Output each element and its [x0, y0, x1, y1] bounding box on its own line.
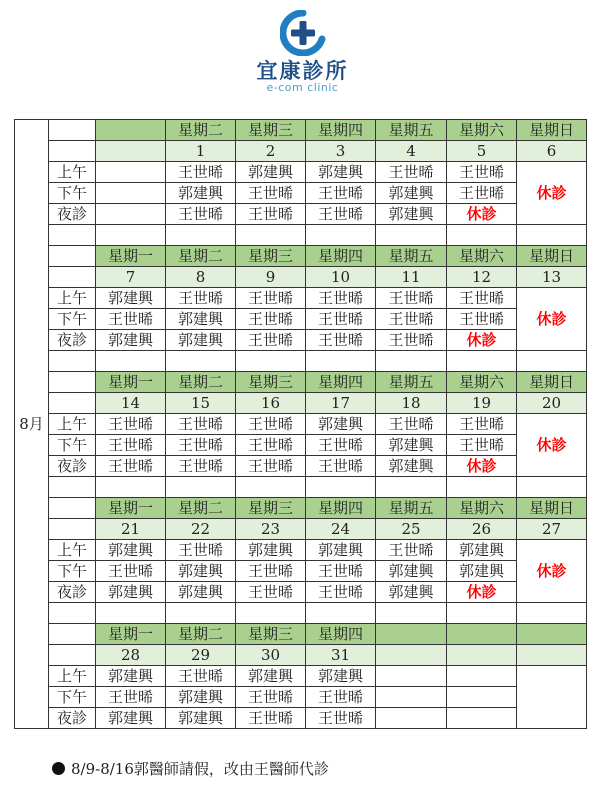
doctor-cell: 王世晞	[96, 414, 166, 435]
doctor-cell: 王世晞	[166, 162, 236, 183]
doctor-cell: 王世晞	[96, 561, 166, 582]
corner-cell	[49, 267, 96, 288]
doctor-cell: 郭建興	[166, 309, 236, 330]
weekday-header: 星期四	[306, 120, 376, 141]
weekday-header: 星期二	[166, 498, 236, 519]
date-cell: 3	[306, 141, 376, 162]
doctor-cell: 郭建興	[166, 330, 236, 351]
week-header-row	[15, 372, 587, 393]
corner-cell	[49, 645, 96, 666]
doctor-cell: 王世晞	[166, 435, 236, 456]
clinic-name-en: e-com clinic	[266, 81, 339, 94]
slot-label: 下午	[49, 435, 96, 456]
week-header-row	[15, 120, 587, 141]
spacer-cell	[166, 477, 236, 498]
date-row	[15, 141, 587, 162]
weekday-header: 星期三	[236, 372, 306, 393]
weekday-header	[447, 624, 517, 645]
doctor-cell: 王世晞	[306, 288, 376, 309]
spacer-cell	[376, 603, 447, 624]
date-row	[15, 519, 587, 540]
doctor-cell: 郭建興	[236, 162, 306, 183]
doctor-cell: 郭建興	[166, 183, 236, 204]
doctor-cell: 郭建興	[96, 288, 166, 309]
doctor-cell: 郭建興	[166, 582, 236, 603]
date-row	[15, 267, 587, 288]
empty-cell	[517, 666, 587, 729]
closed-label: 休診	[447, 456, 517, 477]
slot-label: 上午	[49, 288, 96, 309]
spacer-cell	[376, 477, 447, 498]
slot-label: 下午	[49, 561, 96, 582]
spacer-cell	[447, 603, 517, 624]
doctor-cell	[376, 666, 447, 687]
doctor-cell: 王世晞	[236, 204, 306, 225]
date-cell: 10	[306, 267, 376, 288]
spacer-cell	[49, 477, 96, 498]
slot-row-pm	[15, 561, 587, 582]
weekday-header	[96, 120, 166, 141]
doctor-cell: 王世晞	[236, 687, 306, 708]
date-cell	[376, 645, 447, 666]
weekday-header: 星期六	[447, 246, 517, 267]
doctor-cell: 郭建興	[166, 561, 236, 582]
doctor-cell: 王世晞	[166, 540, 236, 561]
slot-row-am	[15, 540, 587, 561]
doctor-cell: 王世晞	[376, 288, 447, 309]
weekday-header: 星期六	[447, 372, 517, 393]
doctor-cell: 王世晞	[166, 288, 236, 309]
weekday-header	[376, 624, 447, 645]
doctor-cell: 王世晞	[376, 540, 447, 561]
doctor-cell	[96, 204, 166, 225]
spacer-cell	[166, 351, 236, 372]
date-cell: 1	[166, 141, 236, 162]
doctor-cell: 王世晞	[166, 204, 236, 225]
doctor-cell	[96, 162, 166, 183]
doctor-cell: 王世晞	[306, 687, 376, 708]
week-header-row	[15, 624, 587, 645]
doctor-cell: 郭建興	[306, 162, 376, 183]
doctor-cell: 王世晞	[306, 561, 376, 582]
weekday-header: 星期四	[306, 624, 376, 645]
doctor-cell: 郭建興	[236, 666, 306, 687]
date-cell: 26	[447, 519, 517, 540]
slot-label: 夜診	[49, 330, 96, 351]
spacer-cell	[376, 225, 447, 246]
weekday-header: 星期一	[96, 372, 166, 393]
date-cell: 16	[236, 393, 306, 414]
doctor-cell: 郭建興	[376, 582, 447, 603]
doctor-cell: 王世晞	[306, 309, 376, 330]
slot-row-am	[15, 162, 587, 183]
date-cell: 21	[96, 519, 166, 540]
doctor-cell: 王世晞	[376, 414, 447, 435]
weekday-header: 星期三	[236, 624, 306, 645]
date-cell	[447, 645, 517, 666]
weekday-header: 星期五	[376, 498, 447, 519]
clinic-logo-icon	[280, 10, 326, 56]
doctor-cell: 王世晞	[236, 330, 306, 351]
weekday-header: 星期六	[447, 498, 517, 519]
doctor-cell: 王世晞	[306, 330, 376, 351]
slot-row-evening	[15, 330, 587, 351]
doctor-cell: 郭建興	[96, 666, 166, 687]
spacer-cell	[306, 477, 376, 498]
spacer-cell	[96, 477, 166, 498]
weekday-header: 星期日	[517, 120, 587, 141]
doctor-cell: 王世晞	[236, 435, 306, 456]
doctor-cell: 王世晞	[236, 561, 306, 582]
spacer-cell	[447, 477, 517, 498]
slot-row-evening	[15, 708, 587, 729]
doctor-cell: 郭建興	[96, 708, 166, 729]
weekday-header: 星期二	[166, 120, 236, 141]
weekday-header: 星期一	[96, 498, 166, 519]
date-cell: 22	[166, 519, 236, 540]
closed-label: 休診	[447, 330, 517, 351]
spacer-cell	[96, 351, 166, 372]
doctor-cell: 郭建興	[447, 561, 517, 582]
spacer-cell	[96, 225, 166, 246]
date-cell: 11	[376, 267, 447, 288]
doctor-cell: 王世晞	[447, 435, 517, 456]
spacer-cell	[306, 603, 376, 624]
doctor-cell: 王世晞	[447, 309, 517, 330]
leave-note-text: 8/9-8/16郭醫師請假，改由王醫師代診	[71, 760, 329, 778]
closed-label: 休診	[447, 582, 517, 603]
corner-cell	[49, 120, 96, 141]
weekday-header: 星期三	[236, 246, 306, 267]
spacer-cell	[306, 225, 376, 246]
weekday-header: 星期一	[96, 624, 166, 645]
corner-cell	[49, 519, 96, 540]
corner-cell	[49, 498, 96, 519]
weekday-header: 星期五	[376, 246, 447, 267]
spacer-cell	[447, 351, 517, 372]
doctor-cell: 王世晞	[236, 183, 306, 204]
doctor-cell: 王世晞	[236, 288, 306, 309]
clinic-name: 宜康診所	[256, 59, 349, 83]
date-row	[15, 393, 587, 414]
slot-label: 上午	[49, 162, 96, 183]
doctor-cell: 郭建興	[96, 540, 166, 561]
slot-row-pm	[15, 183, 587, 204]
date-cell: 14	[96, 393, 166, 414]
date-cell: 27	[517, 519, 587, 540]
doctor-cell: 郭建興	[376, 435, 447, 456]
date-cell: 23	[236, 519, 306, 540]
date-cell	[517, 645, 587, 666]
doctor-cell: 郭建興	[306, 540, 376, 561]
sunday-closed-label: 休診	[517, 540, 587, 603]
spacer-cell	[376, 351, 447, 372]
spacer-row	[15, 603, 587, 624]
weekday-header: 星期四	[306, 246, 376, 267]
doctor-cell: 郭建興	[376, 204, 447, 225]
spacer-row	[15, 477, 587, 498]
doctor-cell: 王世晞	[236, 414, 306, 435]
doctor-cell: 王世晞	[96, 435, 166, 456]
date-cell: 30	[236, 645, 306, 666]
doctor-cell: 郭建興	[166, 708, 236, 729]
slot-label: 夜診	[49, 456, 96, 477]
slot-row-am	[15, 414, 587, 435]
weekday-header: 星期二	[166, 372, 236, 393]
slot-row-evening	[15, 582, 587, 603]
spacer-cell	[306, 351, 376, 372]
slot-label: 上午	[49, 540, 96, 561]
weekday-header: 星期日	[517, 498, 587, 519]
doctor-cell: 王世晞	[376, 330, 447, 351]
spacer-cell	[96, 603, 166, 624]
spacer-cell	[166, 225, 236, 246]
slot-row-pm	[15, 435, 587, 456]
doctor-cell	[96, 183, 166, 204]
doctor-cell: 王世晞	[166, 456, 236, 477]
doctor-cell: 王世晞	[447, 183, 517, 204]
date-cell: 15	[166, 393, 236, 414]
doctor-cell: 王世晞	[306, 582, 376, 603]
doctor-cell: 王世晞	[236, 309, 306, 330]
slot-label: 上午	[49, 666, 96, 687]
slot-row-pm	[15, 309, 587, 330]
doctor-cell: 王世晞	[236, 708, 306, 729]
doctor-cell: 王世晞	[447, 414, 517, 435]
date-cell: 31	[306, 645, 376, 666]
date-cell: 24	[306, 519, 376, 540]
doctor-cell: 郭建興	[306, 666, 376, 687]
date-cell: 7	[96, 267, 166, 288]
spacer-cell	[49, 351, 96, 372]
weekday-header: 星期四	[306, 372, 376, 393]
date-cell: 5	[447, 141, 517, 162]
date-cell: 9	[236, 267, 306, 288]
doctor-cell: 王世晞	[306, 204, 376, 225]
slot-row-am	[15, 288, 587, 309]
doctor-cell: 郭建興	[96, 330, 166, 351]
weekday-header: 星期五	[376, 120, 447, 141]
spacer-cell	[49, 225, 96, 246]
weekday-header: 星期四	[306, 498, 376, 519]
slot-row-am	[15, 666, 587, 687]
doctor-cell: 郭建興	[376, 183, 447, 204]
doctor-cell: 王世晞	[306, 708, 376, 729]
date-cell: 2	[236, 141, 306, 162]
date-cell: 28	[96, 645, 166, 666]
doctor-cell: 郭建興	[447, 540, 517, 561]
doctor-cell: 王世晞	[447, 162, 517, 183]
doctor-cell: 王世晞	[376, 309, 447, 330]
doctor-cell: 王世晞	[306, 183, 376, 204]
corner-cell	[49, 393, 96, 414]
spacer-cell	[517, 477, 587, 498]
doctor-cell: 王世晞	[376, 162, 447, 183]
spacer-cell	[447, 225, 517, 246]
sunday-closed-label: 休診	[517, 414, 587, 477]
slot-label: 下午	[49, 687, 96, 708]
date-cell: 29	[166, 645, 236, 666]
corner-cell	[49, 246, 96, 267]
doctor-cell: 王世晞	[306, 435, 376, 456]
slot-label: 夜診	[49, 582, 96, 603]
doctor-cell: 王世晞	[447, 288, 517, 309]
slot-label: 下午	[49, 309, 96, 330]
weekday-header	[517, 624, 587, 645]
sunday-closed-label: 休診	[517, 162, 587, 225]
week-header-row	[15, 498, 587, 519]
date-cell	[96, 141, 166, 162]
spacer-cell	[166, 603, 236, 624]
doctor-cell	[376, 708, 447, 729]
weekday-header: 星期日	[517, 246, 587, 267]
doctor-cell: 王世晞	[306, 456, 376, 477]
leave-note	[52, 760, 329, 778]
doctor-cell	[447, 708, 517, 729]
doctor-cell	[447, 666, 517, 687]
slot-row-evening	[15, 204, 587, 225]
week-header-row	[15, 246, 587, 267]
doctor-cell: 郭建興	[96, 582, 166, 603]
corner-cell	[49, 624, 96, 645]
doctor-cell: 郭建興	[376, 456, 447, 477]
doctor-cell: 郭建興	[306, 414, 376, 435]
date-cell: 19	[447, 393, 517, 414]
month-label: 8月	[15, 120, 49, 729]
doctor-schedule-table	[14, 119, 587, 729]
doctor-cell: 王世晞	[166, 666, 236, 687]
date-cell: 17	[306, 393, 376, 414]
doctor-cell: 王世晞	[96, 687, 166, 708]
corner-cell	[49, 372, 96, 393]
slot-row-evening	[15, 456, 587, 477]
doctor-cell: 王世晞	[96, 456, 166, 477]
spacer-cell	[236, 225, 306, 246]
date-cell: 20	[517, 393, 587, 414]
spacer-cell	[49, 603, 96, 624]
doctor-cell	[447, 687, 517, 708]
clinic-logo	[0, 10, 605, 94]
date-cell: 6	[517, 141, 587, 162]
date-cell: 8	[166, 267, 236, 288]
date-cell: 12	[447, 267, 517, 288]
doctor-cell: 王世晞	[96, 309, 166, 330]
weekday-header: 星期五	[376, 372, 447, 393]
spacer-row	[15, 351, 587, 372]
spacer-cell	[236, 477, 306, 498]
weekday-header: 星期三	[236, 498, 306, 519]
doctor-cell: 王世晞	[236, 456, 306, 477]
weekday-header: 星期日	[517, 372, 587, 393]
date-cell: 25	[376, 519, 447, 540]
corner-cell	[49, 141, 96, 162]
slot-label: 夜診	[49, 708, 96, 729]
slot-label: 夜診	[49, 204, 96, 225]
doctor-cell	[376, 687, 447, 708]
spacer-cell	[517, 351, 587, 372]
doctor-cell: 王世晞	[166, 414, 236, 435]
spacer-cell	[236, 351, 306, 372]
weekday-header: 星期六	[447, 120, 517, 141]
date-cell: 4	[376, 141, 447, 162]
doctor-cell: 王世晞	[236, 582, 306, 603]
weekday-header: 星期二	[166, 246, 236, 267]
spacer-cell	[517, 225, 587, 246]
date-row	[15, 645, 587, 666]
closed-label: 休診	[447, 204, 517, 225]
doctor-cell: 郭建興	[236, 540, 306, 561]
date-cell: 18	[376, 393, 447, 414]
bullet-icon	[52, 762, 65, 775]
slot-label: 下午	[49, 183, 96, 204]
weekday-header: 星期二	[166, 624, 236, 645]
spacer-cell	[236, 603, 306, 624]
doctor-cell: 郭建興	[376, 561, 447, 582]
date-cell: 13	[517, 267, 587, 288]
spacer-cell	[517, 603, 587, 624]
sunday-closed-label: 休診	[517, 288, 587, 351]
slot-row-pm	[15, 687, 587, 708]
slot-label: 上午	[49, 414, 96, 435]
spacer-row	[15, 225, 587, 246]
doctor-cell: 郭建興	[166, 687, 236, 708]
weekday-header: 星期三	[236, 120, 306, 141]
weekday-header: 星期一	[96, 246, 166, 267]
